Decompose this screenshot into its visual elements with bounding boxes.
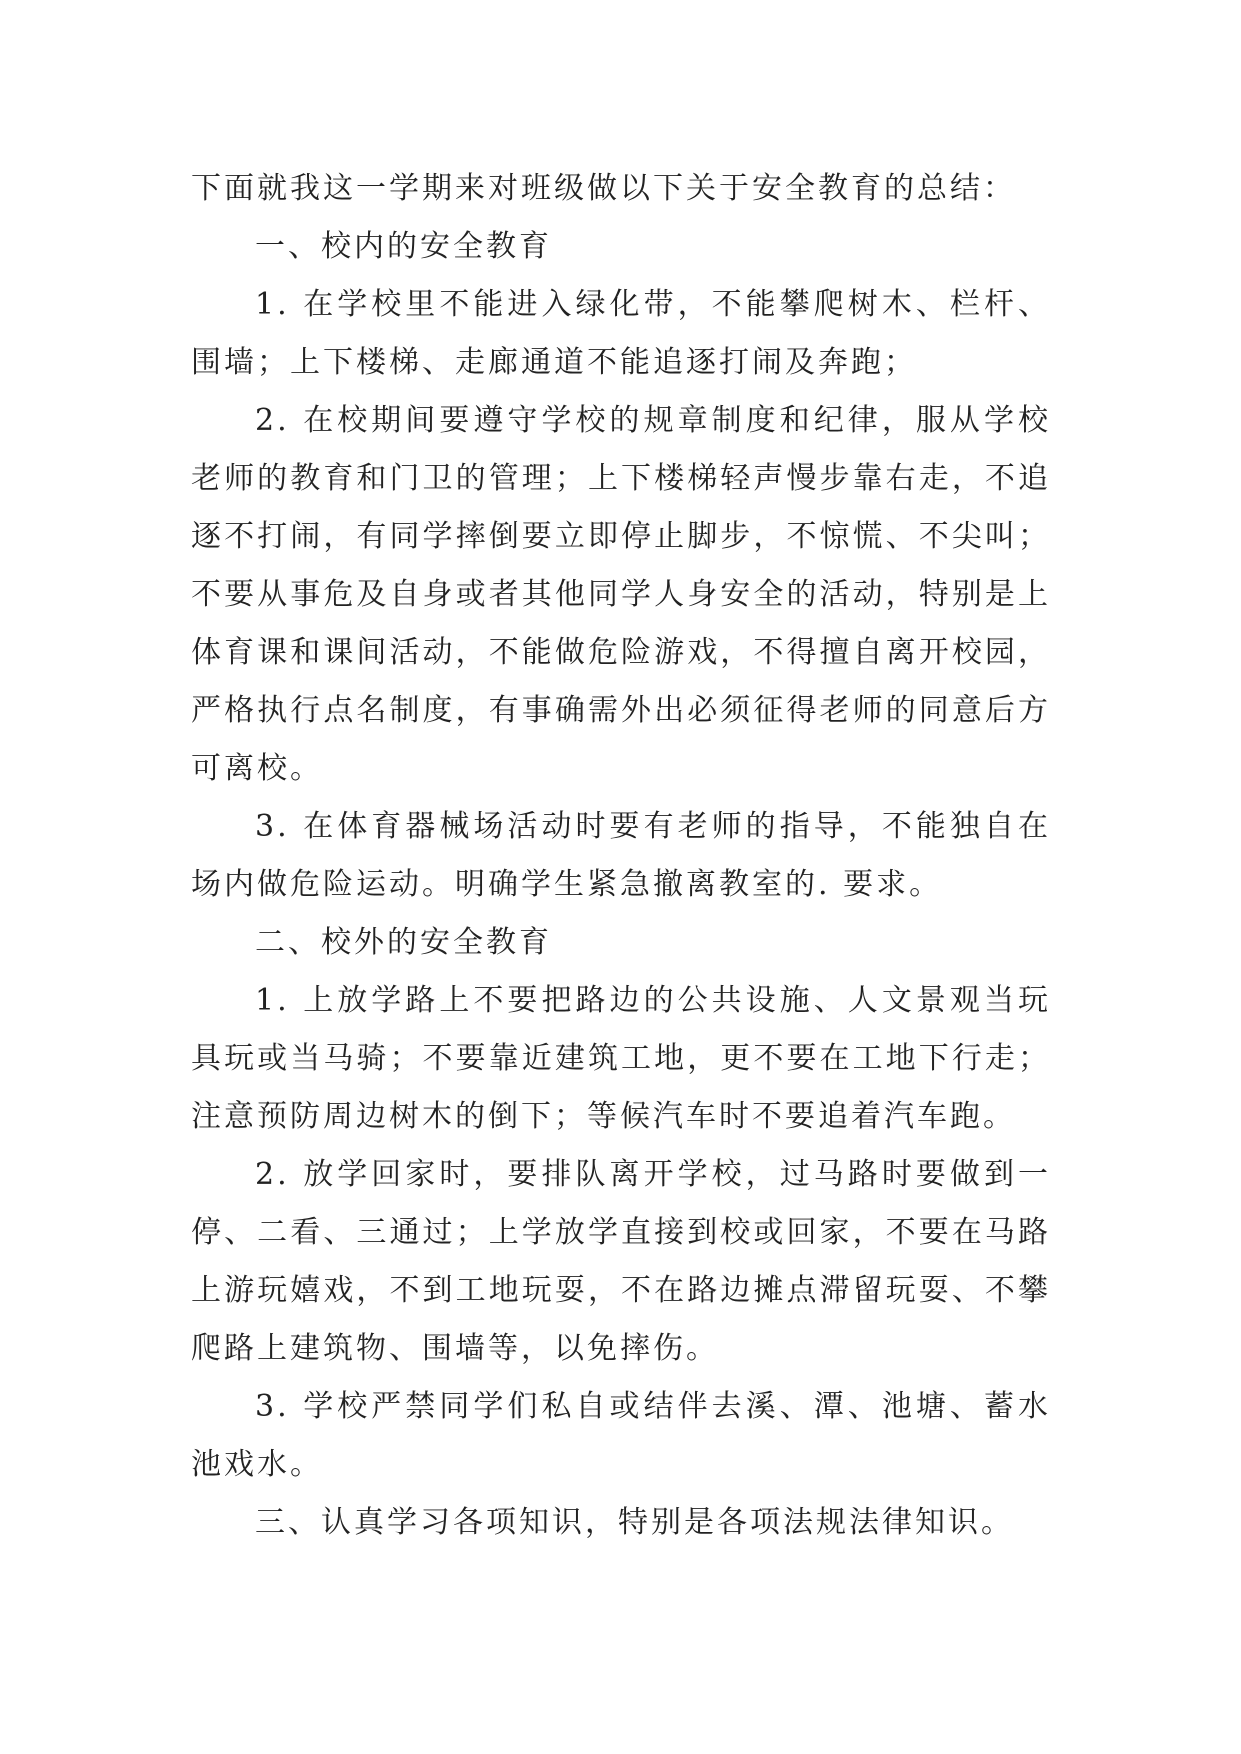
- school-item-3: 3. 在体育器械场活动时要有老师的指导，不能独自在场内做危险运动。明确学生紧急撤离教室的. 要求。: [191, 809, 1051, 902]
- outside-item-1: 1. 上放学路上不要把路边的公共设施、人文景观当玩具玩或当马骑；不要靠近建筑工地，更不要在工地下行走；注意预防周边树木的倒下；等候汽车时不要追着汽车跑。: [191, 983, 1051, 1134]
- section-heading-study: 三、认真学习各项知识，特别是各项法规法律知识。: [255, 1505, 1014, 1540]
- school-item-2: 2. 在校期间要遵守学校的规章制度和纪律，服从学校老师的教育和门卫的管理；上下楼梯轻声慢步靠右走，不追逐不打闹，有同学摔倒要立即停止脚步，不惊慌、不尖叫；不要从事危及自身或者其他同学人身安全的活动，特别是上体育课和课间活动，不能做危险游戏，不得擅自离开校园，严格执行点名制度，有事确需外出必须征得老师的同意后方可离校。: [191, 403, 1051, 786]
- school-item-1: 1. 在学校里不能进入绿化带，不能攀爬树木、栏杆、围墙；上下楼梯、走廊通道不能追逐打闹及奔跑；: [191, 287, 1051, 380]
- outside-item-3: 3. 学校严禁同学们私自或结伴去溪、潭、池塘、蓄水池戏水。: [191, 1389, 1051, 1482]
- section-heading-school: 一、校内的安全教育: [255, 229, 552, 264]
- section-heading-outside: 二、校外的安全教育: [255, 925, 552, 960]
- document-body: [191, 160, 1051, 1552]
- outside-item-2: 2. 放学回家时，要排队离开学校，过马路时要做到一停、二看、三通过；上学放学直接到校或回家，不要在马路上游玩嬉戏，不到工地玩耍，不在路边摊点滞留玩耍、不攀爬路上建筑物、围墙等，以免摔伤。: [191, 1157, 1051, 1366]
- intro-paragraph: 下面就我这一学期来对班级做以下关于安全教育的总结：: [191, 171, 1016, 206]
